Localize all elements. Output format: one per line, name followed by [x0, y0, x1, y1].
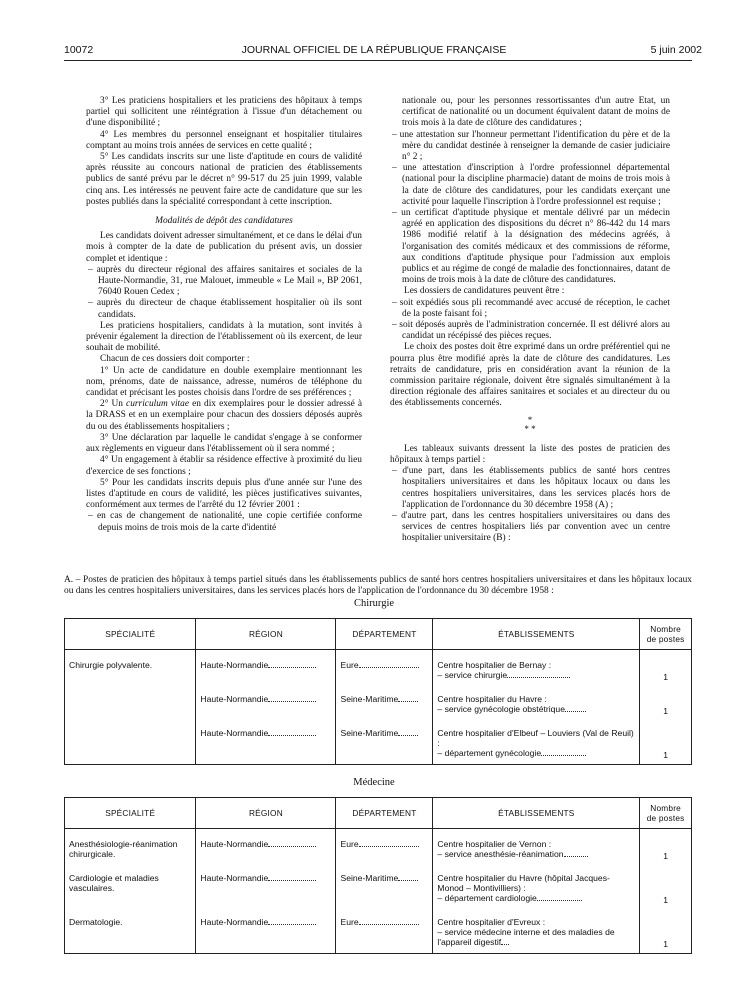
dot-leader: [268, 694, 316, 702]
section-separator: [390, 416, 670, 434]
paragraph: 4° Un engagement à établir sa résidence effective à proximité du lieu d'exercice de ses fonctions ;: [86, 455, 362, 477]
dot-leader: [359, 917, 419, 925]
cell-departement: [336, 865, 433, 909]
region-text-wrap: [200, 660, 316, 670]
etablissement-service: – service anesthésie-réanimation: [437, 849, 564, 859]
col-header-specialite: SPÉCIALITÉ: [65, 798, 196, 829]
cell-nombre: 1: [640, 865, 692, 909]
region-text: Haute-Normandie: [200, 917, 269, 927]
departement-text: Seine-Maritime: [340, 728, 399, 738]
dot-leader: [565, 704, 586, 712]
dot-leader: [268, 873, 316, 881]
list-item: – soit déposés auprès de l'administration concernée. Il est délivré alors au candidat un récépissé des pièces reçues.: [392, 320, 670, 342]
table-row: [65, 909, 692, 954]
departement-text-wrap: [340, 839, 418, 849]
cell-nombre: 1: [640, 829, 692, 866]
col-header-nombre: Nombre de postes: [640, 619, 692, 650]
left-column: [86, 96, 362, 534]
cell-departement: [336, 686, 433, 720]
cell-departement: [336, 909, 433, 954]
departement-text-wrap: [340, 728, 418, 738]
departement-text: Eure: [340, 917, 359, 927]
etablissement-name: Centre hospitalier d'Elbeuf – Louviers (Val de Reuil) :: [437, 728, 634, 748]
col-header-region: RÉGION: [196, 619, 336, 650]
region-text-wrap: [200, 873, 316, 883]
specialite-text: Chirurgie polyvalente.: [69, 660, 153, 670]
region-text-wrap: [200, 694, 316, 704]
col-header-etablissements: ÉTABLISSEMENTS: [433, 798, 640, 829]
etablissement-service-wrap: [437, 893, 635, 903]
region-text: Haute-Normandie: [200, 873, 269, 883]
cell-departement: [336, 650, 433, 687]
etablissement-name: Centre hospitalier du Havre :: [437, 694, 547, 704]
dot-leader: [359, 839, 419, 847]
paragraph: Les dossiers de candidatures peuvent être :: [404, 286, 565, 297]
col-header-nombre: Nombre de postes: [640, 798, 692, 829]
cell-specialite: [65, 829, 196, 866]
cell-specialite: [65, 720, 196, 765]
intro-paragraph: A. – Postes de praticien des hôpitaux à temps partiel situés dans les établissements publics de santé hors centres hospitaliers universitaires et dans les hôpitaux locaux ou dans les centres hospitaliers universitaires, dans les services placés hors de l'application de l'ordonnance du 30 décembre 1958 :: [64, 575, 692, 597]
table-body: [65, 829, 692, 954]
cell-region: [196, 686, 336, 720]
departement-text: Eure: [340, 839, 359, 849]
paragraph: Chacun de ces dossiers doit comporter :: [100, 354, 250, 365]
departement-text: Seine-Maritime: [340, 873, 399, 883]
cell-etablissement: [433, 829, 640, 866]
cell-nombre: 1: [640, 650, 692, 687]
list-item: – un certificat d'aptitude physique et mentale délivré par un médecin agréé en application des dispositions du décret n° 86-442 du 14 mars 1986 modifié relatif à la désignation des médecins agréés, à l'organisation des comités médicaux et des commissions de réforme, aux conditions d'aptitude physique pour l'admission aux emplois publics et au régime de congé de maladie des fonctionnaires, datant de moins de trois mois à la date de clôture des candidatures.: [392, 208, 670, 286]
departement-text-wrap: [340, 873, 418, 883]
col-header-specialite: SPÉCIALITÉ: [65, 619, 196, 650]
specialite-text: Cardiologie et maladies vasculaires.: [69, 873, 159, 893]
cell-departement: [336, 829, 433, 866]
etablissement-service: – département cardiologie: [437, 893, 537, 903]
list-item: – une attestation sur l'honneur permettant l'identification du père et de la mère du candidat destinée à renseigner la demande de casier judiciaire n° 2 ;: [392, 129, 670, 163]
issue-date: 5 juin 2002: [650, 44, 702, 56]
region-text: Haute-Normandie: [200, 694, 269, 704]
table-row: [65, 829, 692, 866]
section-subtitle: Modalités de dépôt des candidatures: [155, 216, 293, 227]
col-header-region: RÉGION: [196, 798, 336, 829]
list-item: – d'autre part, dans les centres hospitaliers universitaires ou dans des services de centres hospitaliers liés par convention avec un centre hospitalier universitaire (B) :: [392, 510, 670, 544]
etablissement-name: Centre hospitalier d'Evreux :: [437, 917, 546, 927]
etablissement-service-wrap: [437, 748, 635, 758]
dot-leader: [398, 694, 418, 702]
etablissement-service-wrap: [437, 704, 635, 714]
list-item: – en cas de changement de nationalité, une copie certifiée conforme depuis moins de trois mois de la carte d'identité: [88, 511, 362, 533]
departement-text-wrap: [340, 917, 418, 927]
paragraph: Les tableaux suivants dressent la liste des postes de praticien des hôpitaux à temps partiel :: [390, 443, 670, 465]
etablissement-service-wrap: [437, 849, 635, 859]
cell-specialite: [65, 865, 196, 909]
specialite-text: Dermatologie.: [69, 917, 123, 927]
dot-leader: [541, 748, 586, 756]
emphasis: curriculum vitae: [126, 399, 190, 410]
region-text: Haute-Normandie: [200, 660, 269, 670]
list-item: – soit expédiés sous pli recommandé avec accusé de réception, le cachet de la poste faisant foi ;: [392, 297, 670, 319]
dot-leader: [398, 728, 418, 736]
etablissement-service: – département gynécologie: [437, 748, 542, 758]
text-span: 2° Un: [100, 399, 127, 410]
list-item: – auprès du directeur de chaque établissement hospitalier où ils sont candidats.: [88, 298, 362, 320]
col-header-etablissements: ÉTABLISSEMENTS: [433, 619, 640, 650]
paragraph: 1° Un acte de candidature en double exemplaire mentionnant les nom, prénoms, date de naissance, adresse, numéros de téléphone du candidat et précisant les postes choisis dans l'ordre de ses préférences ;: [86, 365, 362, 399]
asterisk-pair: * *: [524, 423, 536, 434]
list-item: – d'une part, dans les établissements publics de santé hors centres hospitaliers universitaires et dans les hôpitaux locaux ou dans les centres hospitaliers universitaires, dans les services placés hors de l'application de l'ordonnance du 30 décembre 1958 (A) ;: [392, 466, 670, 510]
paragraph: nationale ou, pour les personnes ressortissantes d'un autre Etat, un certificat de nationalité ou un document équivalent datant de moins de trois mois à la date de clôture des candidatures ;: [402, 96, 670, 129]
region-text-wrap: [200, 839, 316, 849]
list-item: – auprès du directeur régional des affaires sanitaires et sociales de la Haute-Normandie, 31, rue Malouet, immeuble « Le Mail », BP 2061, 76040 Rouen Cedex ;: [88, 264, 362, 298]
departement-text-wrap: [340, 694, 418, 704]
etablissement-service-wrap: [437, 670, 635, 680]
dot-leader: [507, 670, 570, 678]
region-text-wrap: [200, 917, 316, 927]
paragraph: Les candidats doivent adresser simultanément, et ce dans le délai d'un mois à compter de la date de publication du présent avis, un dossier complet et identique :: [86, 231, 362, 264]
right-column: [390, 96, 670, 545]
table-title-medecine: Médecine: [353, 777, 395, 788]
etablissement-service-wrap: [437, 927, 635, 947]
cell-etablissement: [433, 650, 640, 687]
paragraph: Les praticiens hospitaliers, candidats à la mutation, sont invités à prévenir également la direction de l'établissement où ils exercent, de leur souhait de mobilité.: [86, 320, 362, 354]
paragraph: 4° Les membres du personnel enseignant et hospitalier titulaires comptant au moins trois années de services en cette qualité ;: [86, 129, 362, 151]
region-text: Haute-Normandie: [200, 728, 269, 738]
table-row: [65, 686, 692, 720]
etablissement-name: Centre hospitalier du Havre (hôpital Jacques-Monod – Montivilliers) :: [437, 873, 610, 893]
etablissement-service: – service médecine interne et des maladies de l'appareil digestif: [437, 927, 615, 947]
etablissement-service: – service chirurgie: [437, 670, 508, 680]
table-title-chirurgie: Chirurgie: [353, 598, 395, 609]
dot-leader: [564, 849, 588, 857]
text-span: en dix exemplaires pour le dossier adressé à la DRASS et en un exemplaire pour chacun des dossiers déposés auprès du ou des établissements hospitaliers ;: [86, 399, 362, 432]
cell-etablissement: [433, 720, 640, 765]
cell-nombre: 1: [640, 686, 692, 720]
paragraph: [86, 399, 362, 433]
region-text: Haute-Normandie: [200, 839, 269, 849]
asterisk: *: [527, 414, 533, 425]
cell-region: [196, 720, 336, 765]
col-header-departement: DÉPARTEMENT: [336, 798, 433, 829]
table-body: [65, 650, 692, 765]
dot-leader: [398, 873, 418, 881]
header-rule: [64, 60, 692, 61]
departement-text: Eure: [340, 660, 359, 670]
dot-leader: [268, 728, 316, 736]
cell-specialite: [65, 686, 196, 720]
table-row: [65, 865, 692, 909]
paragraph: 5° Les candidats inscrits sur une liste d'aptitude en cours de validité après réussite au concours national de praticien des établissements publics de santé prévu par le décret n° 99-517 du 25 juin 1999, valable cinq ans. Les intéressés ne peuvent faire acte de candidature que sur les postes publiés dans la spécialité correspondant à cette inscription.: [86, 152, 362, 207]
table-chirurgie: [64, 618, 692, 765]
specialite-text: Anesthésiologie-réanimation chirurgicale.: [69, 839, 178, 859]
cell-nombre: 1: [640, 909, 692, 954]
dot-leader: [268, 917, 316, 925]
paragraph: 3° Une déclaration par laquelle le candidat s'engage à se conformer aux règlements en vigueur dans l'établissement où il sera nommé ;: [86, 432, 362, 455]
etablissement-service: – service gynécologie obstétrique: [437, 704, 565, 714]
cell-departement: [336, 720, 433, 765]
paragraph: Le choix des postes doit être exprimé dans un ordre préférentiel qui ne pourra plus être modifié après la date de clôture des candidatures. Les retraits de candidature, pris en considération avant la réunion de la commission paritaire régionale, doivent être signalés simultanément à la direction régionale des affaires sanitaires et sociales et au directeur du ou des établissements concernés.: [390, 342, 670, 409]
region-text-wrap: [200, 728, 316, 738]
cell-nombre: 1: [640, 720, 692, 765]
dot-leader: [501, 937, 509, 945]
cell-region: [196, 909, 336, 954]
dot-leader: [537, 893, 582, 901]
list-item: – une attestation d'inscription à l'ordre professionnel départemental (national pour la discipline pharmacie) datant de moins de trois mois à la date de clôture des candidatures, pour les candidats exerçant une activité pour laquelle l'inscription à l'ordre professionnel est requise ;: [392, 163, 670, 207]
departement-text: Seine-Maritime: [340, 694, 399, 704]
page-number: 10072: [64, 44, 94, 56]
cell-specialite: [65, 650, 196, 687]
cell-region: [196, 829, 336, 866]
cell-region: [196, 865, 336, 909]
paragraph: 3° Les praticiens hospitaliers et les praticiens des hôpitaux à temps partiel qui sollicitent une réintégration à l'issue d'un détachement ou d'une disponibilité ;: [86, 96, 362, 129]
col-header-departement: DÉPARTEMENT: [336, 619, 433, 650]
table-row: [65, 720, 692, 765]
cell-etablissement: [433, 865, 640, 909]
paragraph: 5° Pour les candidats inscrits depuis plus d'une année sur l'une des listes d'aptitude en cours de validité, les pièces justificatives suivantes, conformément aux termes de l'arrêté du 12 février 2001 :: [86, 477, 362, 511]
etablissement-name: Centre hospitalier de Vernon :: [437, 839, 552, 849]
cell-specialite: [65, 909, 196, 954]
departement-text-wrap: [340, 660, 418, 670]
etablissement-name: Centre hospitalier de Bernay :: [437, 660, 552, 670]
journal-title: JOURNAL OFFICIEL DE LA RÉPUBLIQUE FRANÇAISE: [241, 44, 507, 56]
dot-leader: [268, 839, 316, 847]
dot-leader: [268, 660, 316, 668]
cell-etablissement: [433, 909, 640, 954]
dot-leader: [359, 660, 419, 668]
cell-region: [196, 650, 336, 687]
table-row: [65, 650, 692, 687]
cell-etablissement: [433, 686, 640, 720]
table-medecine: [64, 797, 692, 954]
